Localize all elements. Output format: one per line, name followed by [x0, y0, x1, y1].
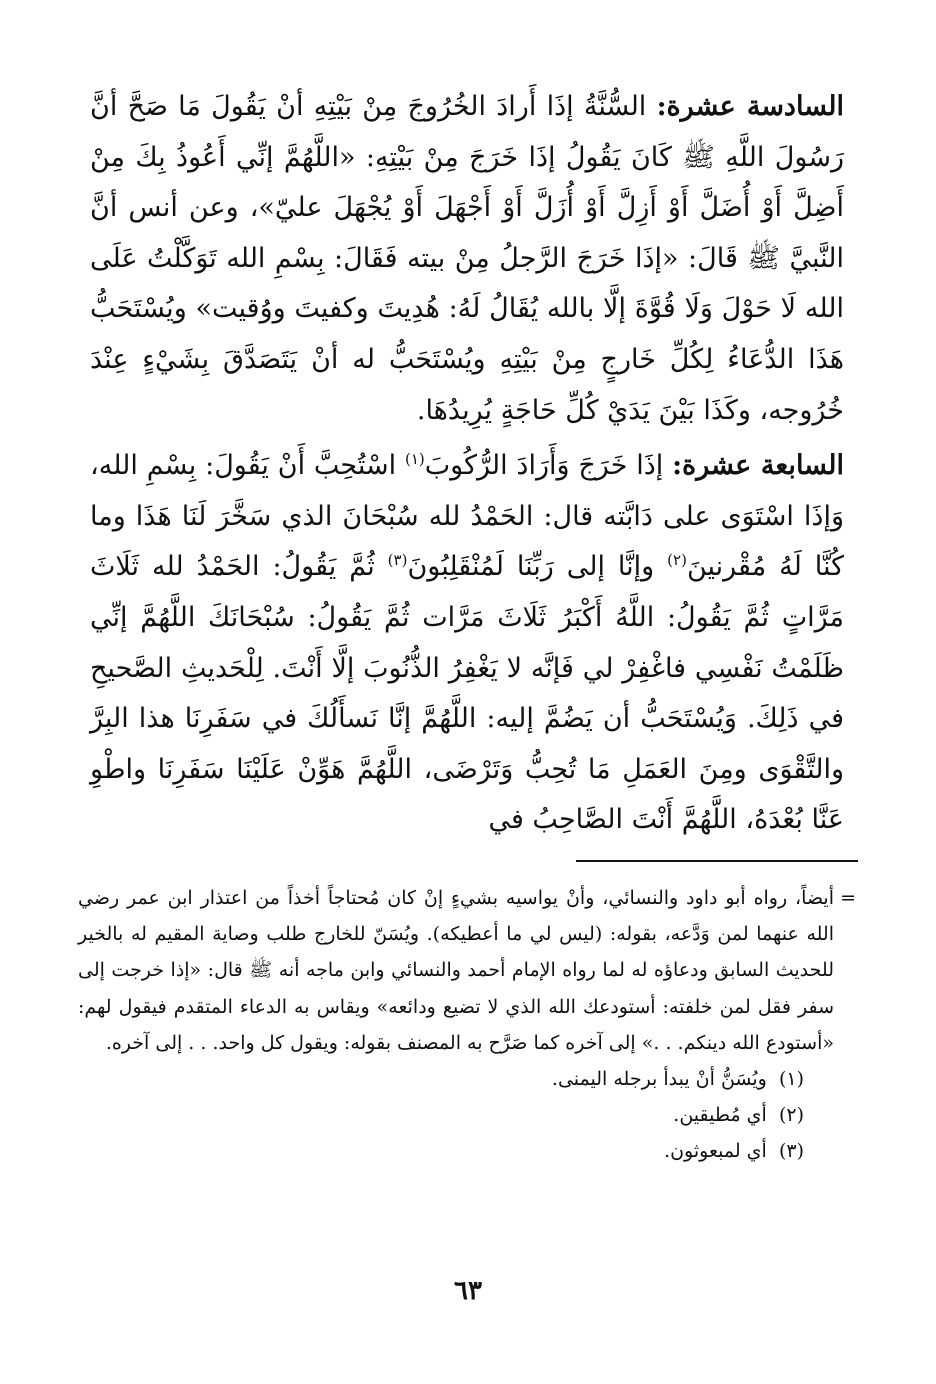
footnote-ref-2: (٢) [667, 551, 687, 570]
footnote-text: أي لمبعوثون. [664, 1140, 767, 1163]
footnote-number: (١) [778, 1068, 804, 1091]
footnote-continuation-text: أيضاً، رواه أبو داود والنسائي، وأنْ يواسيه بشيءٍ إنْ كان مُحتاجاً أخذاً من اعتذار ابن عمر رضي الله عنهما لمن وَدَّعه، بقوله: (ليس لي ما أعطيكه). ويُسَنّ للخارج طلب وصاية المقيم له بالخير للحديث السابق ودعاؤه له لما رواه الإمام أحمد والنسائي وابن ماجه أنه ﷺ قال: «إذا خرجت إلى سفر فقل لمن خلفته: أستودعك الله الذي لا تضيع ودائعه» ويقاس به الدعاء المتقدم فيقول لهم: «أستودع الله دينكم. . .» إلى آخره كما صَرَّح به المصنف بقوله: ويقول كل واحد. . . إلى آخره. [78, 887, 834, 1054]
paragraph-body: السُّنَّةُ إذَا أَرادَ الخُرُوجَ مِنْ بَيْتِهِ أنْ يَقُولَ مَا صَحَّ أنَّ رَسُولَ اللَّهِ ﷺ كَانَ يَقُولُ إذَا خَرَجَ مِنْ بَيْتِهِ: «اللَّهُمَّ إنِّي أَعُوذُ بِكَ مِنْ أَضِلَّ أَوْ أُضَلَّ أَوْ أَزِلَّ أَوْ أُزَلَّ أَوْ أَجْهَلَ أَوْ يُجْهَلَ عليّ»، وعن أنس أنَّ النَّبيَّ ﷺ قَالَ: «إذَا خَرَجَ الرَّجلُ مِنْ بيته فَقَالَ: بِسْمِ الله تَوَكَّلْتُ عَلَى الله لَا حَوْلَ وَلَا قُوَّةَ إلَّا بالله يُقَالُ لَهُ: هُدِيتَ وكفيتَ ووُقيت» ويُسْتَحَبُّ هَذَا الدُّعَاءُ لِكُلِّ خَارجٍ مِنْ بَيْتِهِ ويُسْتَحَبُّ له أنْ يَتَصَدَّقَ بِشَيْءٍ عِنْدَ خُرُوجه، وكَذَا بَيْنَ يَدَيْ كُلِّ حَاجَةٍ يُرِيدُهَا. [90, 91, 844, 426]
footnote-separator [576, 860, 858, 862]
footnotes [78, 880, 856, 1170]
footnote-text: أي مُطيقين. [673, 1104, 767, 1127]
paragraph-body: ثُمَّ يَقُولُ: الحَمْدُ لله ثَلَاثَ مَرَّاتٍ ثُمَّ يَقُولُ: اللَّهُ أَكْبَرُ ثَلَاثَ مَرَّات ثُمَّ يَقُولُ: سُبْحَانَكَ اللَّهُمَّ إنِّي ظَلَمْتُ نَفْسِي فاغْفِرْ لي فَإنَّه لا يَغْفِرُ الذُّنُوبَ إلَّا أَنْتَ. لِلْحَديثِ الصَّحيحِ في ذَلِكَ. وَيُسْتَحَبُّ أن يَضُمَّ إليه: اللَّهُمَّ إنَّا نَسأَلُكَ في سَفَرِنَا هذا البِرَّ والتَّقْوَى ومِنَ العَمَلِ مَا تُحِبُّ وَتَرْضَى، اللَّهُمَّ هَوِّنْ عَلَيْنَا سَفَرِنَا واطْوِ عَنَّا بُعْدَهُ، اللَّهُمَّ أَنْتَ الصَّاحِبُ في [90, 551, 844, 836]
footnote-ref-1: (١) [404, 450, 425, 469]
footnote-3 [78, 1133, 856, 1169]
main-text [90, 82, 844, 846]
paragraph-body: إذَا خَرَجَ وَأَرَادَ الرُّكُوبَ [424, 450, 673, 482]
footnote-ref-3: (٣) [387, 551, 408, 570]
footnote-2 [78, 1097, 856, 1133]
paragraph-seventeenth [90, 441, 844, 846]
continuation-mark: = [840, 887, 856, 909]
footnote-1 [78, 1061, 856, 1097]
footnote-continuation [78, 880, 856, 1061]
paragraph-body: اسْتُحِبَّ أَنْ يَقُولَ: بِسْمِ الله، وَإذَا اسْتَوَى على دَابَّته قال: الحَمْدُ لله سُبْحَانَ الذي سَخَّرَ لَنَا هَذَا وما كُنَّا لَهُ مُقْرنينَ [90, 450, 844, 583]
paragraph-heading: السابعة عشرة: [672, 450, 844, 482]
paragraph-sixteenth [90, 82, 844, 436]
paragraph-heading: السادسة عشرة: [656, 91, 845, 122]
footnote-number: (٣) [778, 1140, 804, 1163]
footnote-number: (٢) [778, 1104, 804, 1127]
footnote-text: ويُسَنُّ أنْ يبدأ برجله اليمنى. [551, 1068, 767, 1091]
page-number: ٦٣ [454, 1276, 482, 1306]
paragraph-body: وإنَّا إلى رَبِّنَا لَمُنْقَلِبُونَ [407, 551, 668, 583]
